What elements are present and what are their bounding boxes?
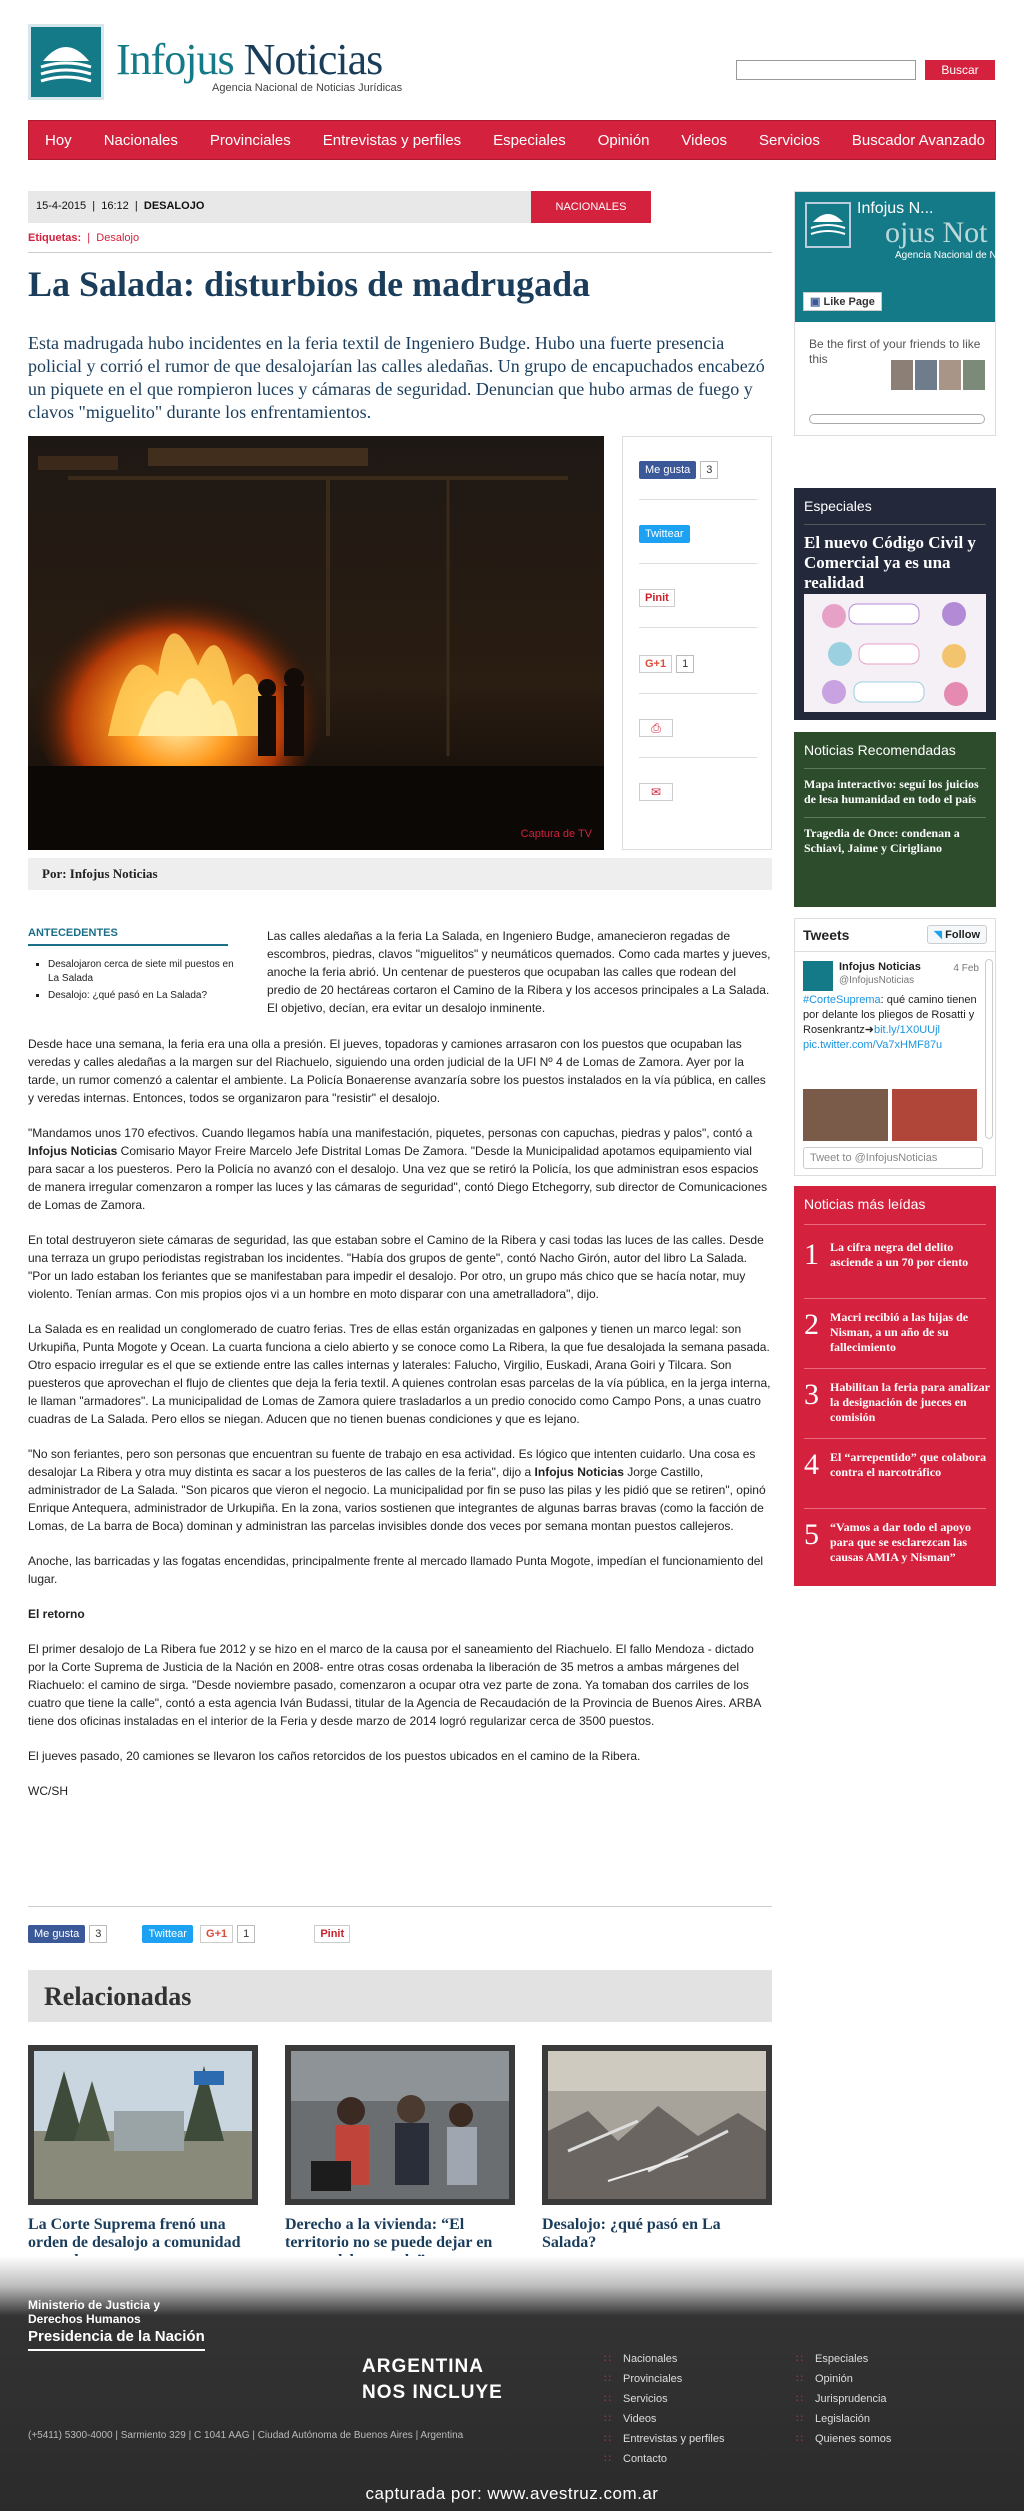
footer-links-2 (796, 2352, 891, 2452)
divider (804, 1298, 986, 1299)
tweet-date: 4 Feb (953, 963, 979, 974)
footer-link[interactable]: ∷ Contacto (604, 2453, 668, 2465)
mas-leidas-title: Noticias más leídas (804, 1196, 926, 1212)
dots-icon: ∷ (796, 2353, 803, 2365)
mas-leidas-box (794, 1186, 996, 1586)
dots-icon: ∷ (604, 2373, 611, 2385)
recomendada-link[interactable]: Mapa interactivo: seguí los juicios de lesa humanidad en todo el país (804, 777, 979, 806)
divider (28, 252, 772, 253)
site-header (28, 24, 998, 99)
pinit-button[interactable]: Pinit (639, 589, 675, 607)
dots-icon: ∷ (604, 2393, 611, 2405)
fb-like-button[interactable]: Me gusta (28, 1925, 85, 1943)
mas-leida-title[interactable]: “Vamos a dar todo el apoyo para que se esclarezcan las causas AMIA y Nisman” (830, 1520, 972, 1564)
email-icon[interactable]: ✉ (639, 783, 673, 801)
tweet-link[interactable]: bit.ly/1X0UUjl (873, 1024, 940, 1036)
fb-count: 3 (700, 461, 718, 479)
fb-like-button[interactable]: Me gusta (639, 461, 696, 479)
related-photo (548, 2051, 766, 2199)
tweet-hashtag[interactable]: #CorteSuprema (803, 994, 881, 1006)
footer-address: (+5411) 5300-4000 | Sarmiento 329 | C 1041 AAG | Ciudad Autónoma de Buenos Aires | Argentina (28, 2430, 464, 2441)
fire-scene-image (28, 436, 604, 850)
footer-argentina-logo: ARGENTINA NOS INCLUYE (362, 2356, 503, 2403)
related-image-1[interactable] (28, 2045, 258, 2205)
paragraph: El primer desalojo de La Ribera fue 2012 y se hizo en el marco de la causa por el saneamiento del Riachuelo. El fallo Mendoza - dictado por la Corte Suprema de Justicia de la Nación en 2008- entre otras cosas ordenaba la liberación de 35 metros a ambas márgenes del Riachuelo: el camino de sirga. "Desde noviembre pasado, comenzaron a ocupar otra vez parte de zona. Ya tomaban dos carriles de los cuatro que tiene la calle", contó a esta agencia Iván Budassi, titular de la Agencia de Recaudación de la Provincia de Buenos Aires. ARBA tiene dos oficinas instaladas en el interior de la Feria y desde marzo de 2014 logró regularizar cerca de 3500 puestos. (28, 1642, 761, 1728)
page-logo-icon (805, 202, 851, 248)
footer-presidencia[interactable]: Presidencia de la Nación (28, 2328, 205, 2351)
related-photo (291, 2051, 509, 2199)
twitter-widget (794, 918, 996, 1176)
divider (28, 1906, 772, 1907)
article-datetime: 15-4-2015 | 16:12 | DESALOJO (36, 200, 205, 212)
rank-number: 1 (804, 1238, 819, 1271)
fb-count: 3 (89, 1925, 107, 1943)
related-caption-1[interactable]: La Corte Suprema frenó una orden de desalojo a comunidad (28, 2216, 241, 2251)
fb-cover-sub: Agencia Nacional de No (895, 250, 1003, 261)
rank-number: 2 (804, 1308, 819, 1341)
nav-item-especiales[interactable]: Especiales (493, 131, 566, 149)
tweets-title: Tweets (803, 927, 850, 943)
especiales-box (794, 488, 996, 720)
facebook-widget (794, 191, 1003, 436)
paragraph: Las calles aledañas a la feria La Salada, en Ingeniero Budge, amanecieron regadas de escombros, piedras, clavos "miguelitos" y neumáticos quemados. Como cada martes y jueves, anoche la feria abrió. Un centenar de puesteros que ocupaban las calles que rodean del predio de 20 hectáreas cortaron el Camino de la Ribera y los accesos principales a La Salada. El objetivo, decían, era evitar un desalojo inminente. (267, 929, 771, 1015)
related-image-2[interactable] (285, 2045, 515, 2205)
fb-like-page-button[interactable]: ▣ Like Page (803, 292, 882, 311)
divider (804, 1438, 986, 1439)
mas-leida-item[interactable] (804, 1238, 994, 1298)
tweet-media[interactable] (803, 1089, 977, 1141)
rank-number: 3 (804, 1378, 819, 1411)
recomendadas-title: Noticias Recomendadas (804, 742, 956, 758)
divider (795, 951, 995, 952)
search-button[interactable]: Buscar (925, 60, 995, 80)
antecedentes-list (38, 958, 238, 1006)
related-photo (34, 2051, 252, 2199)
paragraph: El jueves pasado, 20 camiones se llevaron los caños retorcidos de los puestos ubicados en el camino de la Ribera. (28, 1749, 641, 1763)
antecedentes-title: ANTECEDENTES (28, 927, 118, 939)
footer-link[interactable]: ∷ Jurisprudencia (796, 2393, 887, 2405)
capture-credit: capturada por: www.avestruz.com.ar (365, 2484, 659, 2503)
paragraph: Desde hace una semana, la feria era una olla a presión. El jueves, topadoras y camiones arrasaron con los puestos que ocupaban las veredas y calles aledañas a la margen sur del Riachuelo, siguiendo una orden judicial de la UFI Nº 4 de Lomas de Zamora. Ayer por la tarde, un rumor comenzó a calentar el ambiente. La Policía Bonaerense avanzaría sobre los puestos instalados en la vía pública, en calles y veredas internas. Entonces, todos se organizaron para "resistir" el desalojo. (28, 1037, 766, 1105)
nav-item-opinion[interactable]: Opinión (597, 131, 650, 149)
gplus-button[interactable]: G+1 (639, 655, 672, 673)
mas-leida-title[interactable]: El “arrepentido” que colabora contra el narcotráfico (830, 1450, 987, 1479)
related-caption-2[interactable]: Derecho a la vivienda: “El territorio no se puede dejar en (285, 2216, 493, 2251)
dots-icon: ∷ (796, 2373, 803, 2385)
article-title: La Salada: disturbios de madrugada (28, 264, 591, 304)
tweet-author[interactable]: Infojus Noticias (839, 961, 921, 973)
search-input[interactable] (736, 60, 916, 80)
tag-link[interactable]: Desalojo (96, 232, 140, 244)
tweet-button[interactable]: Twittear (142, 1925, 193, 1943)
section-badge[interactable]: NACIONALES (531, 191, 651, 223)
related-caption-3[interactable]: Desalojo: ¿qué pasó en La Salada? (542, 2216, 721, 2251)
print-icon[interactable]: ⎙ (639, 719, 673, 737)
antecedente-link[interactable]: ▪ Desalojaron cerca de siete mil puestos en La Salada (48, 958, 238, 986)
article-body (28, 1035, 772, 1817)
mas-leida-item[interactable] (804, 1448, 994, 1508)
logo-title[interactable]: Infojus Noticias (116, 35, 383, 84)
tags-line: Etiquetas: | Desalojo (28, 232, 140, 244)
email-share[interactable] (639, 783, 673, 801)
footer-link[interactable]: ∷ Servicios (604, 2393, 668, 2405)
divider (639, 499, 757, 500)
tweet-link[interactable]: pic.twitter.com/Va7xHMF87u (803, 1039, 943, 1051)
signature: WC/SH (28, 1784, 68, 1798)
footer-link[interactable]: ∷ Nacionales (604, 2353, 678, 2365)
recomendada-link[interactable]: Tragedia de Once: condenan a Schiavi, Jaime y Cirigliano (804, 826, 960, 855)
rank-number: 5 (804, 1518, 819, 1551)
divider (804, 1224, 986, 1225)
mas-leida-title[interactable]: Macri recibió a las hijas de Nisman, a un año de su fallecimiento (830, 1310, 969, 1354)
divider (804, 1368, 986, 1369)
nav-item-nacionales[interactable]: Nacionales (103, 131, 178, 149)
recomendadas-box (794, 732, 996, 907)
main-nav (28, 120, 996, 160)
nav-item-videos[interactable]: Videos (681, 131, 728, 149)
print-share[interactable] (639, 719, 673, 737)
footer-link[interactable]: ∷ Provinciales (604, 2373, 683, 2385)
pinit-button[interactable]: Pinit (314, 1925, 350, 1943)
nav-item-buscador[interactable]: Buscador Avanzado (851, 131, 986, 149)
paragraph: "No son feriantes, pero son personas que encuentran su fuente de trabajo en esa actividad. Es lógico que intenten cuidarlo. Una cosa es desalojar La Ribera y otra muy distinta es sacar a los puesteros de las calles de la feria", dijo a Infojus Noticias Jorge Castillo, administrador de La Salada. "Son picaros que vieron el negocio. La municipalidad por fin se puso las pilas y les pidió que se retiren", opinó Enrique Antequera, administrador de Urkupiña. En la zona, varios sostienen que integrantes de algunas barras bravas (como la facción de Lomas, de La barra de Boca) dominan y administran las parcelas invisibles donde dos veces por semana montan puestos callejeros. (28, 1447, 766, 1533)
tweet-scrollbar[interactable] (985, 959, 993, 1139)
fb-friends-text: Be the first of your friends to like this (809, 337, 981, 366)
nav-item-servicios[interactable]: Servicios (759, 131, 820, 149)
logo-icon[interactable] (28, 24, 104, 100)
nav-item-entrevistas[interactable]: Entrevistas y perfiles (322, 131, 462, 149)
mas-leida-item[interactable] (804, 1518, 994, 1578)
mas-leida-item[interactable] (804, 1378, 994, 1438)
subheading: El retorno (28, 1607, 85, 1621)
dots-icon: ∷ (604, 2453, 611, 2465)
nav-item-hoy[interactable]: Hoy (45, 131, 72, 149)
tweet-handle[interactable]: @InfojusNoticias (839, 975, 915, 986)
related-header (28, 1970, 772, 2022)
photo-caption: Captura de TV (520, 828, 592, 840)
tweet-avatar-icon (803, 961, 833, 991)
related-image-3[interactable] (542, 2045, 772, 2205)
facebook-cover (795, 192, 1003, 322)
widget-scrollbar[interactable] (809, 414, 985, 424)
divider (639, 627, 757, 628)
especiales-illustration[interactable] (804, 594, 986, 712)
gplus-button[interactable]: G+1 (200, 1925, 233, 1943)
dots-icon: ∷ (796, 2433, 803, 2445)
fb-like-share[interactable] (639, 461, 718, 479)
footer-links-1 (604, 2352, 724, 2472)
fb-page-name[interactable]: Infojus N... (857, 200, 934, 217)
paragraph: En total destruyeron siete cámaras de seguridad, las que estaban sobre el Camino de la Ribera y casi todas las luces de las calles. Desde una terraza un grupo periodistas registraban los incidentes. "Había dos grupos de gente", contó Nacho Girón, autor del libro La Salada. "Por un lado estaban los feriantes que se manifestaban para impedir el desalojo. Por otro, un grupo más chico que se hacía notar, muy violento. Tenían armas. Con mis propios ojos vi a un hombre en moto disparar con una ametralladora", dijo. (28, 1233, 764, 1301)
footer-link[interactable]: ∷ Quienes somos (796, 2433, 892, 2445)
nav-item-provinciales[interactable]: Provinciales (209, 131, 291, 149)
paragraph: Anoche, las barricadas y las fogatas encendidas, principalmente frente al mercado llamado Punta Mogote, impedían el funcionamiento del lugar. (28, 1554, 764, 1586)
especiales-title: Especiales (804, 498, 872, 514)
gplus-count: 1 (237, 1925, 255, 1943)
paragraph: La Salada es en realidad un conglomerado de cuatro ferias. Tres de ellas están organizadas en galpones y tienen un marco legal: son Urkupiña, Punta Mogote y Ocean. La cuarta funciona a cielo abierto y se conoce como La Ribera, la que fue desalojada la semana pasada. Otro espacio irregular es el que se extiende entre las calles internas y laterales: Falucho, Virgilio, Euskadi, Arana Goiri y Tilcara. Son puesteros que aprovechan el flujo de clientes que deja la feria textil. A quienes controlan esas parcelas de la vía pública, en la jerga interna, le llaman "armadores". La municipalidad de Lomas de Zamora quiere trasladarlos a un predio conocido como Campo Pons, a unas cuatro cuadras de La Salada. Pero ellos se niegan. Aducen que no tienen buenas condiciones y que es lejano. (28, 1322, 771, 1426)
rank-number: 4 (804, 1448, 819, 1481)
dots-icon: ∷ (796, 2413, 803, 2425)
twitter-bird-icon: ◥ (933, 929, 943, 941)
facebook-icon: ▣ (810, 296, 821, 308)
paragraph: "Mandamos unos 170 efectivos. Cuando llegamos había una manifestación, piquetes, personas con capuchas, piedras y palos", contó a Infojus Noticias Comisario Mayor Freire Marcelo Jefe Distrital Lomas De Zamora. "Desde la Municipalidad apotamos equipamiento vial para sacar a los puesteros. Pero la Policía no avanzó con el desalojo. Una vez que se retiró la Policía, los que administran esos espacios de manera irregular comenzaron a romper las luces y las cámaras de seguridad", contó Diego Etchegorry, sub director de Comunicaciones de Lomas de Zamora. (28, 1126, 768, 1212)
article-meta-bar (28, 191, 651, 223)
dots-icon: ∷ (796, 2393, 803, 2405)
mas-leida-title[interactable]: Habilitan la feria para analizar la designación de jueces en comisión (830, 1380, 990, 1424)
related-title: Relacionadas (44, 1982, 192, 2011)
gplus-count: 1 (676, 655, 694, 673)
divider (639, 693, 757, 694)
follow-button[interactable]: ◥ Follow (927, 925, 987, 944)
bottom-share-bar (28, 1925, 772, 1945)
mas-leida-item[interactable] (804, 1308, 994, 1368)
footer-link[interactable]: ∷ Especiales (796, 2353, 869, 2365)
divider (639, 757, 757, 758)
footer-link[interactable]: ∷ Legislación (796, 2413, 871, 2425)
footer-link[interactable]: ∷ Opinión (796, 2373, 853, 2385)
tweet-text: #CorteSuprema: qué camino tienen por delante los pliegos de Rosatti y Rosenkrantz➜bit.ly/1X0UUjl pic.twitter.com/Va7xHMF87u (803, 994, 977, 1051)
divider (804, 1508, 986, 1509)
footer-link[interactable]: ∷ Videos (604, 2413, 657, 2425)
divider (28, 944, 228, 946)
pinterest-share[interactable] (639, 589, 675, 607)
dots-icon: ∷ (604, 2433, 611, 2445)
dots-icon: ∷ (604, 2353, 611, 2365)
tweet-button[interactable]: Twittear (639, 525, 690, 543)
friends-avatars (891, 360, 985, 390)
article-lead: Esta madrugada hubo incidentes en la feria textil de Ingeniero Budge. Hubo una fuerte presencia policial y corrió el rumor de que desalojarían las calles aledañas. Un grupo de encapuchados encabezó un piquete en el que rompieron luces y cámaras de seguridad. Denuncian que hubo armas de fuego y clavos "miguelito" durante los enfrentamientos. (28, 333, 765, 422)
article-photo (28, 436, 604, 850)
antecedente-link[interactable]: ▪ Desalojo: ¿qué pasó en La Salada? (48, 989, 238, 1003)
divider (639, 563, 757, 564)
tweet-compose-input[interactable]: Tweet to @InfojusNoticias (803, 1147, 983, 1169)
footer-ministerio[interactable]: Ministerio de Justicia y Derechos Humanos (28, 2298, 161, 2326)
footer-link[interactable]: ∷ Entrevistas y perfiles (604, 2433, 725, 2445)
dots-icon: ∷ (604, 2413, 611, 2425)
twitter-share[interactable] (639, 525, 690, 543)
byline: Por: Infojus Noticias (28, 858, 772, 890)
mas-leida-title[interactable]: La cifra negra del delito asciende a un 70 por ciento (830, 1240, 969, 1269)
illustration (804, 594, 986, 712)
especiales-headline[interactable]: El nuevo Código Civil y Comercial ya es una realidad (804, 533, 976, 592)
gplus-share[interactable] (639, 655, 694, 673)
logo-subtitle: Agencia Nacional de Noticias Jurídicas (212, 82, 403, 94)
share-column (622, 436, 772, 850)
fb-cover-text: ojus Not (885, 216, 988, 249)
article-body-intro (267, 927, 772, 1034)
